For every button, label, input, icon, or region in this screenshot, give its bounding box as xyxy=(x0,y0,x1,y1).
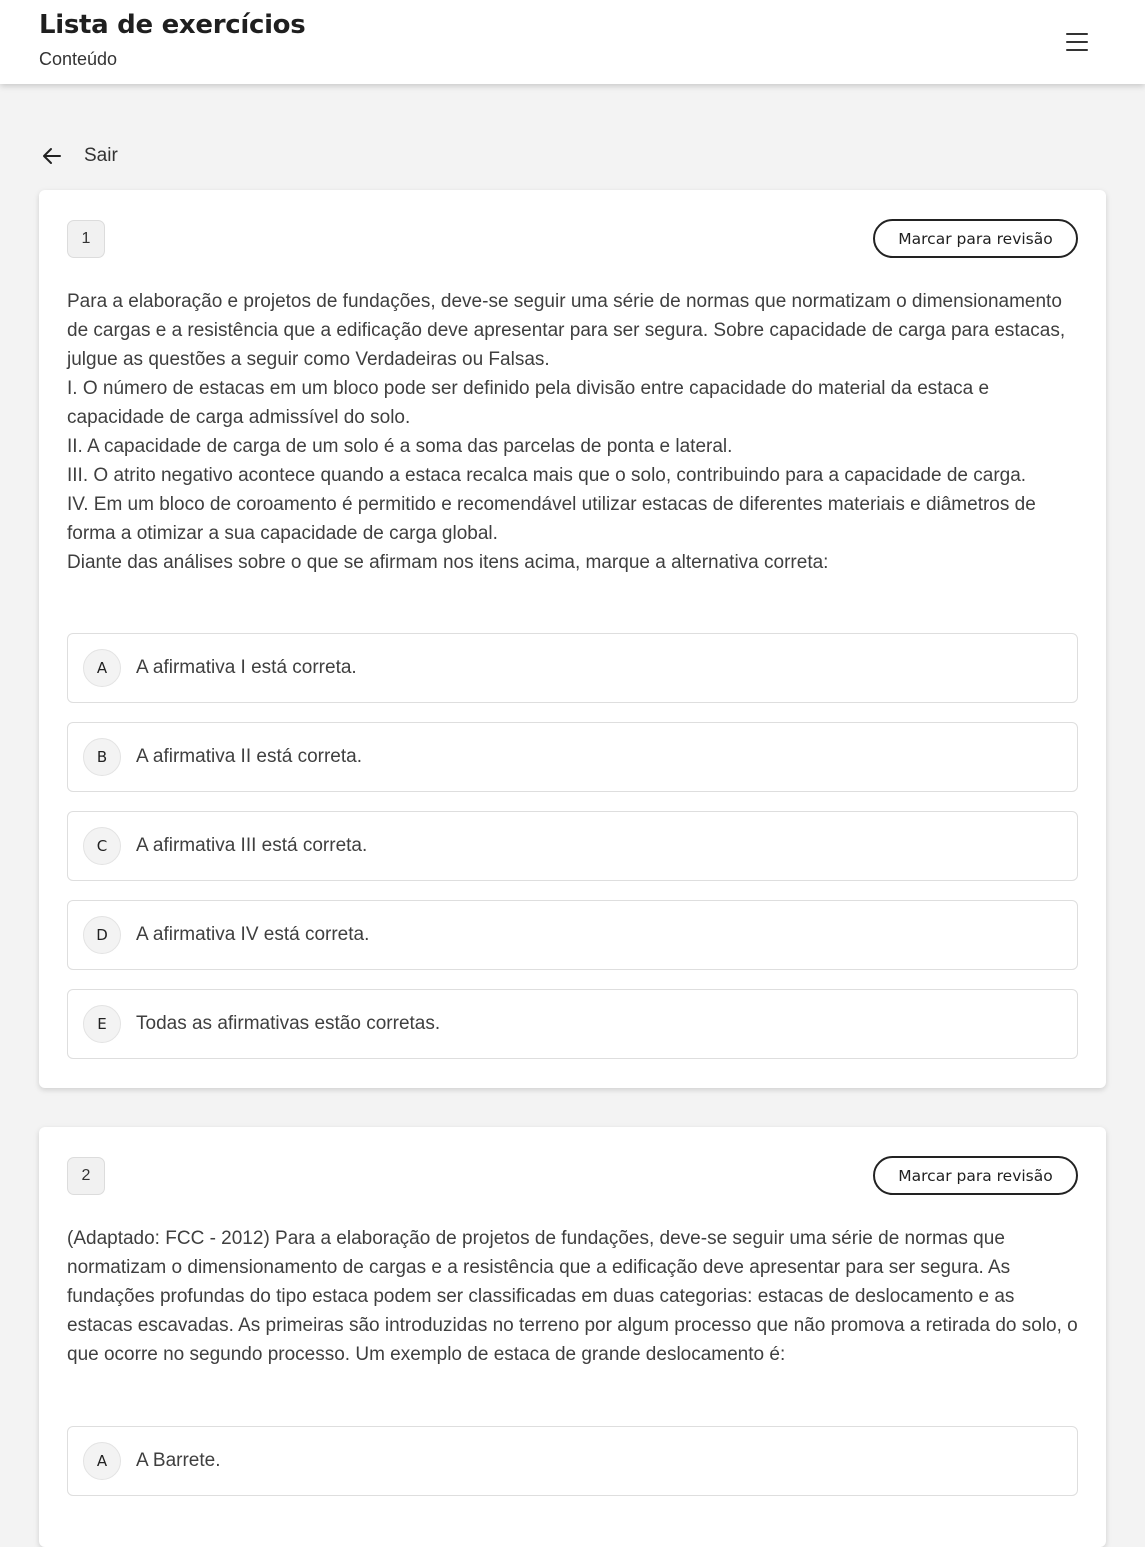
statement-paragraph: Para a elaboração e projetos de fundações, deve-se seguir uma série de normas que normatizam o dimensionamento de cargas e a resistência que a edificação deve apresentar para ser segura. Sobre capacidade de carga para estacas, julgue as questões a seguir como Verdadeiras ou Falsas. xyxy=(67,291,1066,370)
question-card xyxy=(39,1127,1106,1547)
option-text: A Barrete. xyxy=(136,1450,221,1471)
option-letter: A xyxy=(83,1442,121,1480)
option-letter: A xyxy=(83,649,121,687)
option-letter: B xyxy=(83,738,121,776)
statement-paragraph: I. O número de estacas em um bloco pode ser definido pela divisão entre capacidade do material da estaca e capacidade de carga admissível do solo. xyxy=(67,378,990,428)
option-a[interactable] xyxy=(67,1426,1078,1496)
option-letter: C xyxy=(83,827,121,865)
app-header xyxy=(0,0,1145,84)
statement-paragraph: (Adaptado: FCC - 2012) Para a elaboração de projetos de fundações, deve-se seguir uma série de normas que normatizam o dimensionamento de cargas e a resistência que a edificação deve apresentar para ser segura. As fundações profundas do tipo estaca podem ser classificadas em duas categorias: estacas de deslocamento e as estacas escavadas. As primeiras são introduzidas no terreno por algum processo que não promova a retirada do solo, o que ocorre no segundo processo. Um exemplo de estaca de grande deslocamento é: xyxy=(67,1228,1078,1365)
question-statement xyxy=(67,287,1082,577)
statement-paragraph: IV. Em um bloco de coroamento é permitido e recomendável utilizar estacas de diferentes materiais e diâmetros de forma a otimizar a sua capacidade de carga global. xyxy=(67,494,1036,544)
option-a[interactable] xyxy=(67,633,1078,703)
question-number: 1 xyxy=(67,220,105,258)
mark-for-review-button[interactable]: Marcar para revisão xyxy=(873,219,1078,258)
mark-for-review-button[interactable]: Marcar para revisão xyxy=(873,1156,1078,1195)
option-letter: E xyxy=(83,1005,121,1043)
option-text: Todas as afirmativas estão corretas. xyxy=(136,1013,441,1034)
option-text: A afirmativa I está correta. xyxy=(136,657,357,678)
option-c[interactable] xyxy=(67,811,1078,881)
back-label: Sair xyxy=(84,145,118,166)
option-text: A afirmativa IV está correta. xyxy=(136,924,370,945)
option-d[interactable] xyxy=(67,900,1078,970)
option-text: A afirmativa III está correta. xyxy=(136,835,368,856)
statement-paragraph: II. A capacidade de carga de um solo é a soma das parcelas de ponta e lateral. xyxy=(67,436,733,457)
statement-paragraph: Diante das análises sobre o que se afirmam nos itens acima, marque a alternativa correta: xyxy=(67,552,829,573)
question-card xyxy=(39,190,1106,1088)
back-button[interactable] xyxy=(40,142,140,170)
option-letter: D xyxy=(83,916,121,954)
question-statement xyxy=(67,1224,1082,1369)
page-title: Lista de exercícios xyxy=(39,10,306,40)
question-number: 2 xyxy=(67,1157,105,1195)
statement-paragraph: III. O atrito negativo acontece quando a estaca recalca mais que o solo, contribuindo para a capacidade de carga. xyxy=(67,465,1027,486)
hamburger-menu-icon[interactable] xyxy=(1063,31,1091,53)
page-subtitle: Conteúdo xyxy=(39,49,118,69)
arrow-left-icon xyxy=(40,144,64,168)
option-b[interactable] xyxy=(67,722,1078,792)
option-e[interactable] xyxy=(67,989,1078,1059)
option-text: A afirmativa II está correta. xyxy=(136,746,362,767)
